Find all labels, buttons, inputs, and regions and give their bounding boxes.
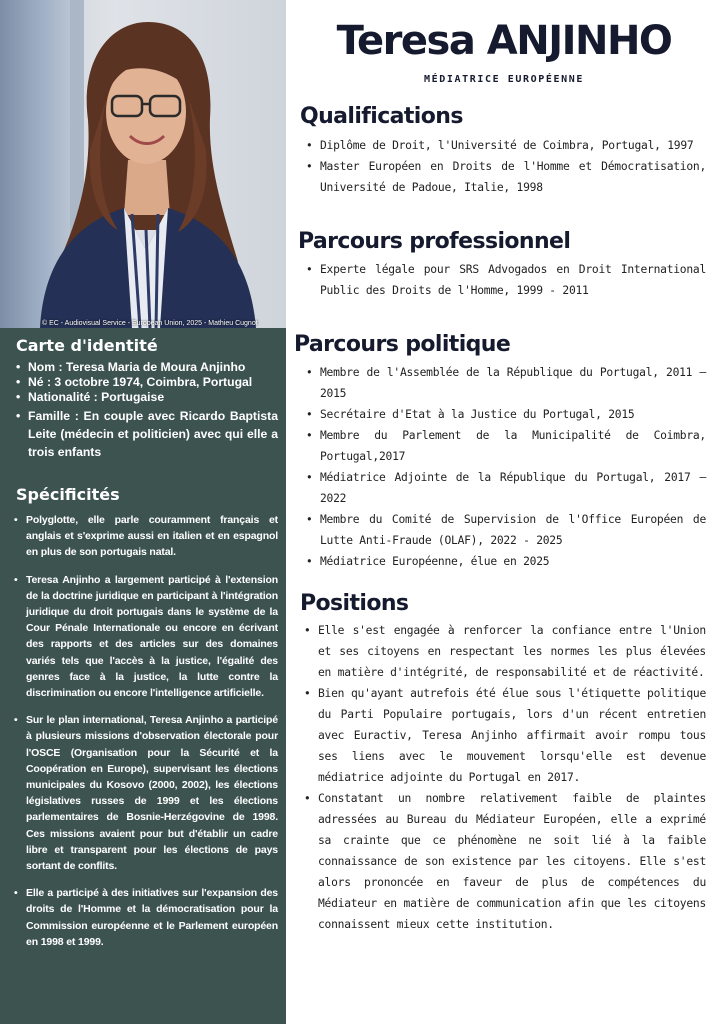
political-title: Parcours politique: [294, 332, 511, 357]
political-item: • Membre du Parlement de la Municipalité de Coimbra, Portugal,2017: [302, 425, 706, 467]
specifics-list: [12, 512, 278, 961]
position-item: • Elle s'est engagée à renforcer la confiance entre l'Union et ses citoyens en respectant les normes les plus élevées en matière d'intégrité, de responsabilité et de réactivité.: [300, 620, 706, 683]
identity-item: • Né : 3 octobre 1974, Coimbra, Portugal: [14, 375, 278, 390]
identity-list: [14, 360, 278, 461]
person-role: MÉDIATRICE EUROPÉENNE: [423, 74, 585, 85]
identity-title: Carte d'identité: [16, 336, 158, 355]
portrait-illustration: [0, 0, 286, 328]
portrait-photo: [0, 0, 286, 328]
qualifications-title: Qualifications: [300, 104, 463, 129]
identity-item: • Nationalité : Portugaise: [14, 390, 278, 405]
left-column: [0, 0, 286, 1024]
political-item: • Membre du Comité de Supervision de l'Office Européen de Lutte Anti-Fraude (OLAF), 2022 - 2025: [302, 509, 706, 551]
professional-list: [302, 259, 706, 301]
identity-item: • Nom : Teresa Maria de Moura Anjinho: [14, 360, 278, 375]
specifics-item: • Sur le plan international, Teresa Anjinho a participé à plusieurs missions d'observation électorale pour l'OSCE (Organisation pour la Sécurité et la Coopération en Europe), supervisant les élections municipales du Kosovo (2000, 2002), les élections législatives russes de 1999 et les élections parlementaires de Bosnie-Herzégovine de 1998. Ces missions avaient pour but d'établir un cadre libre et transparent pour les élections de pays sortant de conflits.: [12, 712, 278, 874]
positions-list: [300, 620, 706, 935]
positions-title: Positions: [300, 591, 409, 616]
political-item: • Membre de l'Assemblée de la République du Portugal, 2011 – 2015: [302, 362, 706, 404]
professional-title: Parcours professionnel: [298, 229, 571, 254]
qualification-item: • Diplôme de Droit, l'Université de Coimbra, Portugal, 1997: [302, 135, 706, 156]
person-name: Teresa ANJINHO: [336, 18, 672, 64]
identity-item: • Famille : En couple avec Ricardo Baptista Leite (médecin et politicien) avec qui elle a trois enfants: [14, 407, 278, 461]
position-item: • Constatant un nombre relativement faible de plaintes adressées au Bureau du Médiateur Européen, elle a exprimé sa crainte que ce phénomène ne soit lié à la faible connaissance de son existence par les citoyens. Elle s'est alors prononcée en faveur de plus de compétences du Médiateur en matière de communication afin que les citoyens connaissent mieux cette institution.: [300, 788, 706, 935]
specifics-item: • Teresa Anjinho a largement participé à l'extension de la doctrine juridique en participant à l'intégration juridique du droit portugais dans le système de la Cour Pénale Internationale ou encore en écrivant des rapports et des articles sur des domaines variés tels que l'accès à la justice, l'égalité des genres face à la justice, la lutte contre la discrimination ou encore l'intelligence artificielle.: [12, 572, 278, 702]
political-item: • Médiatrice Européenne, élue en 2025: [302, 551, 706, 572]
qualifications-list: [302, 135, 706, 198]
qualification-item: • Master Européen en Droits de l'Homme et Démocratisation, Université de Padoue, Italie, 1998: [302, 156, 706, 198]
photo-credit: © EC - Audiovisual Service - European Union, 2025 - Mathieu Cugnot: [42, 320, 258, 327]
professional-item: • Experte légale pour SRS Advogados en Droit International Public des Droits de l'Homme, 1999 - 2011: [302, 259, 706, 301]
specifics-item: • Polyglotte, elle parle couramment français et anglais et s'exprime aussi en italien et en espagnol en plus de son portugais natal.: [12, 512, 278, 561]
position-item: • Bien qu'ayant autrefois été élue sous l'étiquette politique du Parti Populaire portugais, lors d'un récent entretien avec Euractiv, Teresa Anjinho affirmait avoir rompu tous ses liens avec le mouvement lorsqu'elle est devenue médiatrice adjointe du Portugal en 2017.: [300, 683, 706, 788]
political-item: • Secrétaire d'Etat à la Justice du Portugal, 2015: [302, 404, 706, 425]
political-list: [302, 362, 706, 572]
political-item: • Médiatrice Adjointe de la République du Portugal, 2017 – 2022: [302, 467, 706, 509]
specifics-item: • Elle a participé à des initiatives sur l'expansion des droits de l'Homme et la démocratisation pour la Commission européenne et le Parlement européen en 1998 et 1999.: [12, 885, 278, 950]
specifics-title: Spécificités: [16, 485, 120, 504]
